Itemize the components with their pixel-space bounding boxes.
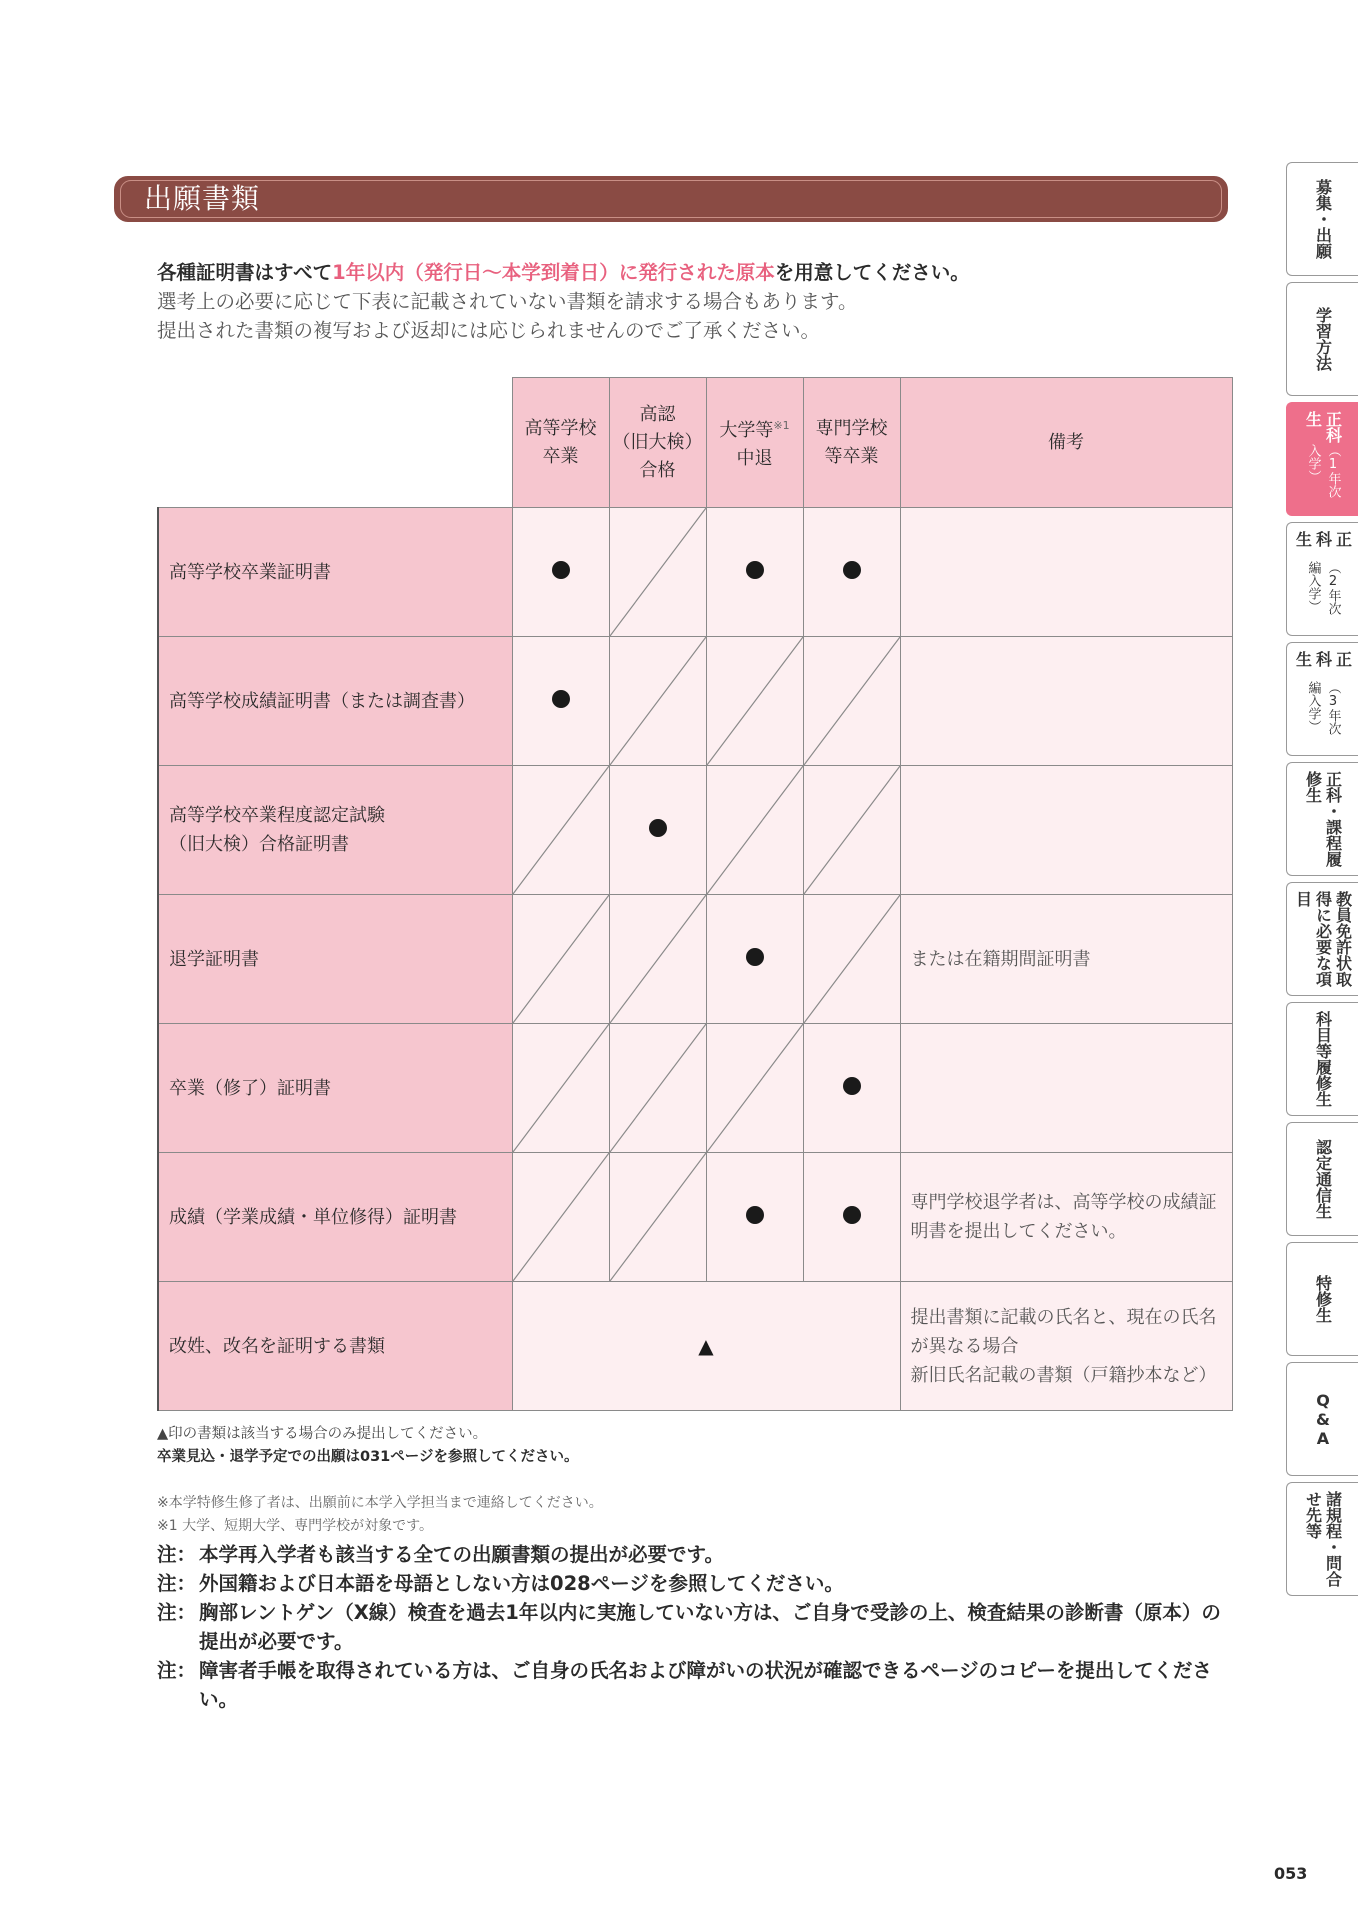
table-corner	[158, 378, 512, 508]
table-row	[158, 1153, 1232, 1282]
side-tab-label: 教員免許状取得に必要な項目	[1293, 891, 1353, 987]
diagonal-slash-icon	[610, 508, 706, 636]
row-document-name: 高等学校卒業証明書	[158, 508, 512, 637]
cell-required	[512, 637, 609, 766]
side-tab[interactable]	[1286, 642, 1358, 756]
diagonal-slash-icon	[610, 637, 706, 765]
side-tab-label: 正科生 （2年次編入学）	[1293, 531, 1353, 615]
side-tab[interactable]	[1286, 162, 1358, 276]
diagonal-slash-icon	[513, 895, 609, 1023]
side-tab-label: 認定通信生	[1313, 1139, 1333, 1219]
cell-not-applicable	[609, 895, 706, 1024]
row-document-name: 退学証明書	[158, 895, 512, 1024]
row-remarks: 提出書類に記載の氏名と、現在の氏名が異なる場合 新旧氏名記載の書類（戸籍抄本など）	[900, 1282, 1232, 1411]
diagonal-slash-icon	[804, 895, 900, 1023]
table-row	[158, 766, 1232, 895]
note-text: 胸部レントゲン（X線）検査を過去1年以内に実施していない方は、ご自身で受診の上、検査結果の診断書（原本）の提出が必要です。	[199, 1601, 1221, 1653]
cell-not-applicable	[512, 1024, 609, 1153]
side-tab[interactable]	[1286, 1002, 1358, 1116]
side-tab[interactable]	[1286, 522, 1358, 636]
required-dot-icon	[843, 1077, 861, 1095]
note-prefix: 注：	[157, 1601, 197, 1624]
row-remarks	[900, 637, 1232, 766]
required-dot-icon	[746, 948, 764, 966]
note-item	[157, 1598, 1237, 1656]
side-tab-label: 募集・出願	[1313, 179, 1333, 259]
cell-not-applicable	[706, 1024, 803, 1153]
cell-not-applicable	[803, 895, 900, 1024]
cell-not-applicable	[803, 637, 900, 766]
side-tab-label: 正科生 （3年次編入学）	[1293, 651, 1353, 735]
diagonal-slash-icon	[707, 766, 803, 894]
diagonal-slash-icon	[804, 637, 900, 765]
note-item	[157, 1569, 1237, 1598]
note-text: 障害者手帳を取得されている方は、ご自身の氏名および障がいの状況が確認できるページのコピーを提出してください。	[199, 1659, 1212, 1711]
required-dot-icon	[552, 561, 570, 579]
table-row	[158, 508, 1232, 637]
side-tab-label: 学習方法	[1313, 307, 1333, 371]
section-banner	[114, 176, 1228, 222]
cell-not-applicable	[706, 766, 803, 895]
footnotes-small: ※本学特修生修了者は、出願前に本学入学担当まで連絡してください。 ※1 大学、短期大学、専門学校が対象です。	[157, 1495, 603, 1534]
diagonal-slash-icon	[610, 1153, 706, 1281]
table-row	[158, 1024, 1232, 1153]
diagonal-slash-icon	[707, 1024, 803, 1152]
notes-list	[157, 1540, 1237, 1714]
side-tab[interactable]	[1286, 402, 1358, 516]
diagonal-slash-icon	[707, 637, 803, 765]
side-tab[interactable]	[1286, 762, 1358, 876]
cell-required	[609, 766, 706, 895]
cell-not-applicable	[609, 1024, 706, 1153]
row-remarks	[900, 1024, 1232, 1153]
table-row	[158, 895, 1232, 1024]
required-dot-icon	[843, 1206, 861, 1224]
col-header: 高等学校 卒業	[512, 378, 609, 508]
required-dot-icon	[649, 819, 667, 837]
side-tab-label: Q&A	[1313, 1390, 1333, 1448]
note-prefix: 注：	[157, 1572, 197, 1595]
cell-required	[512, 508, 609, 637]
diagonal-slash-icon	[513, 1024, 609, 1152]
cell-required	[706, 508, 803, 637]
table-row	[158, 637, 1232, 766]
diagonal-slash-icon	[513, 1153, 609, 1281]
row-document-name: 高等学校卒業程度認定試験 （旧大検）合格証明書	[158, 766, 512, 895]
cell-not-applicable	[706, 637, 803, 766]
required-dot-icon	[843, 561, 861, 579]
cell-not-applicable	[609, 1153, 706, 1282]
diagonal-slash-icon	[513, 766, 609, 894]
side-tab[interactable]	[1286, 882, 1358, 996]
side-tab[interactable]	[1286, 1362, 1358, 1476]
row-remarks: 専門学校退学者は、高等学校の成績証明書を提出してください。	[900, 1153, 1232, 1282]
required-dot-icon	[552, 690, 570, 708]
side-tab[interactable]	[1286, 1242, 1358, 1356]
col-header-notes: 備考	[900, 378, 1232, 508]
intro-text: 各種証明書はすべて1年以内（発行日〜本学到着日）に発行された原本を用意してください。 選考上の必要に応じて下表に記載されていない書類を請求する場合もあります。 提出された書類の複写および返却には応じられませんのでご了承ください。	[157, 261, 970, 342]
cell-not-applicable	[803, 766, 900, 895]
row-remarks: または在籍期間証明書	[900, 895, 1232, 1024]
side-tab[interactable]	[1286, 1482, 1358, 1596]
note-prefix: 注：	[157, 1659, 197, 1682]
footnotes: ▲印の書類は該当する場合のみ提出してください。 卒業見込・退学予定での出願は031ページを参照してください。	[157, 1426, 579, 1465]
note-item	[157, 1656, 1237, 1714]
page-number: 053	[1274, 1864, 1308, 1883]
side-tab-label: 科目等履修生	[1313, 1011, 1333, 1107]
required-dot-icon	[746, 561, 764, 579]
side-tab-label: 特修生	[1313, 1275, 1333, 1323]
cell-not-applicable	[609, 508, 706, 637]
row-remarks	[900, 766, 1232, 895]
documents-table	[157, 377, 1233, 1411]
row-document-name: 成績（学業成績・単位修得）証明書	[158, 1153, 512, 1282]
row-document-name: 卒業（修了）証明書	[158, 1024, 512, 1153]
side-tab[interactable]	[1286, 1122, 1358, 1236]
col-header: 専門学校 等卒業	[803, 378, 900, 508]
side-tab-label: 諸規程・問合せ先等	[1303, 1491, 1343, 1587]
cell-not-applicable	[512, 1153, 609, 1282]
highlight-text: 1年以内（発行日〜本学到着日）に発行された原本	[332, 261, 775, 284]
side-tab-label: 正科生 （1年次入学）	[1303, 411, 1343, 498]
cell-not-applicable	[512, 766, 609, 895]
row-document-name: 高等学校成績証明書（または調査書）	[158, 637, 512, 766]
note-prefix: 注：	[157, 1543, 197, 1566]
row-remarks	[900, 508, 1232, 637]
cell-not-applicable	[512, 895, 609, 1024]
diagonal-slash-icon	[610, 895, 706, 1023]
side-tab[interactable]	[1286, 282, 1358, 396]
cell-required	[803, 1024, 900, 1153]
triangle-mark: ▲	[698, 1334, 714, 1358]
cell-required	[706, 895, 803, 1024]
cell-required	[706, 1153, 803, 1282]
cell-required	[803, 1153, 900, 1282]
cell-not-applicable	[609, 637, 706, 766]
diagonal-slash-icon	[610, 1024, 706, 1152]
note-text: 外国籍および日本語を母語としない方は028ページを参照してください。	[199, 1572, 844, 1595]
note-text: 本学再入学者も該当する全ての出願書類の提出が必要です。	[199, 1543, 724, 1566]
col-header: 大学等$^{※1}$ 中退	[706, 378, 803, 508]
table-row	[158, 1282, 1232, 1411]
diagonal-slash-icon	[804, 766, 900, 894]
row-document-name: 改姓、改名を証明する書類	[158, 1282, 512, 1411]
required-dot-icon	[746, 1206, 764, 1224]
cell-required	[803, 508, 900, 637]
cell-conditional	[512, 1282, 900, 1411]
col-header: 高認 （旧大検） 合格	[609, 378, 706, 508]
section-title: 出願書類	[144, 182, 261, 215]
note-item	[157, 1540, 1237, 1569]
side-tab-label: 正科・課程履修生	[1303, 771, 1343, 867]
